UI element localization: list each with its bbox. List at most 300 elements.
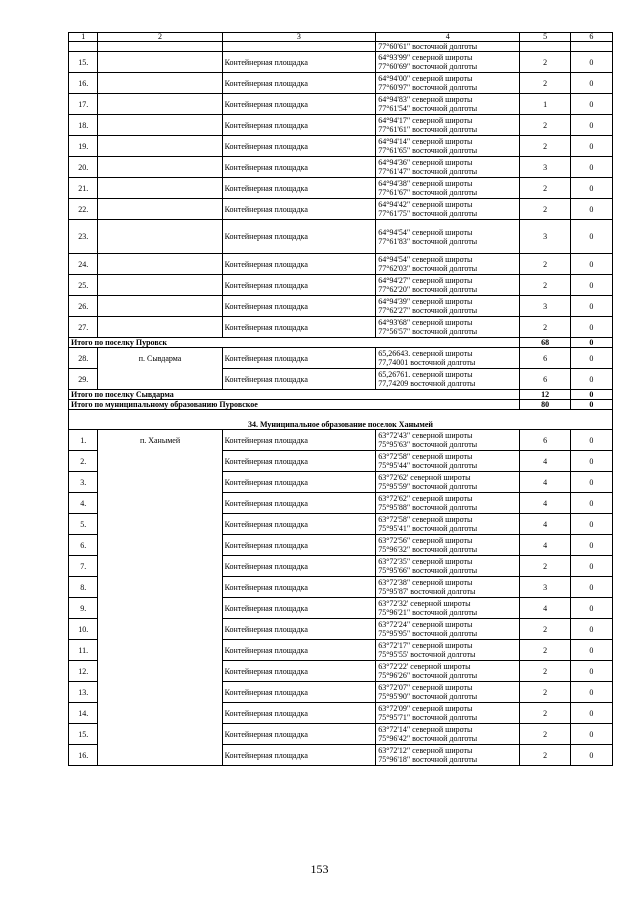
coordinates-cell [376,199,520,220]
latitude-text: 64°94'54" северной широты [378,227,473,237]
section-row [69,410,613,430]
table-row [69,514,613,535]
site-type-cell: Контейнерная площадка [222,199,376,220]
coordinates-cell [376,317,520,338]
locality-cell [98,220,222,254]
extra-count-cell: 0 [570,619,612,640]
table-row [69,275,613,296]
latitude-text: 63°72'09" северной широты [378,704,473,713]
latitude-text: 63°72'38" северной широты [378,578,473,587]
extra-count-cell: 0 [570,178,612,199]
site-type-cell: Контейнерная площадка [222,275,376,296]
site-type-cell: Контейнерная площадка [222,430,376,451]
longitude-text: 77°61'47" восточной долготы [378,167,478,176]
row-number-cell: 21. [69,178,98,199]
coordinates-cell [376,348,520,369]
table-row [69,430,613,451]
locality-cell [98,640,222,661]
container-count-cell: 4 [520,535,571,556]
container-count-cell: 2 [520,317,571,338]
coordinates-cell [376,598,520,619]
locality-cell: п. Сывдарма [98,348,222,369]
table-row [69,598,613,619]
latitude-text: 64°94'38" северной широты [378,179,473,188]
total-count: 68 [520,338,571,348]
coordinates-cell [376,724,520,745]
locality-cell [98,369,222,390]
total-extra: 0 [570,400,612,410]
longitude-text: 77°61'65" восточной долготы [378,146,478,155]
total-row [69,400,613,410]
extra-count-cell: 0 [570,451,612,472]
extra-count-cell: 0 [570,661,612,682]
continuation-row [69,42,613,52]
locality-cell [98,724,222,745]
container-count-cell: 2 [520,745,571,766]
latitude-text: 64°94'14" северной широты [378,137,473,146]
total-label: Итого по поселку Пуровск [69,338,520,348]
container-count-cell: 2 [520,275,571,296]
locality-cell [98,745,222,766]
table-row [69,745,613,766]
longitude-text: 77°62'03" восточной долготы [378,264,478,273]
locality-cell [98,682,222,703]
latitude-text: 64°94'54" северной широты [378,255,473,264]
locality-cell [98,661,222,682]
site-type-cell: Контейнерная площадка [222,348,376,369]
longitude-text: 77,74209 восточной долготы [378,379,476,388]
site-type-cell: Контейнерная площадка [222,157,376,178]
longitude-text: 77°60'97" восточной долготы [378,83,478,92]
extra-count-cell: 0 [570,157,612,178]
coordinates-cell [376,73,520,94]
column-number: 6 [570,33,612,42]
locality-cell [98,136,222,157]
container-count-cell: 2 [520,136,571,157]
longitude-text: 75°95'90" восточной долготы [378,692,478,701]
container-count-cell: 3 [520,296,571,317]
container-count-cell: 4 [520,514,571,535]
coordinates-cell [376,430,520,451]
container-count-cell: 2 [520,73,571,94]
latitude-text: 63°72'14" северной широты [378,725,473,734]
container-count-cell: 2 [520,724,571,745]
latitude-text: 63°72'07" северной широты [378,683,473,692]
site-type-cell: Контейнерная площадка [222,369,376,390]
row-number-cell: 16. [69,73,98,94]
container-count-cell: 2 [520,640,571,661]
locality-cell [98,451,222,472]
longitude-text: 77°60'69" восточной долготы [378,62,478,71]
extra-count-cell: 0 [570,745,612,766]
longitude-text: 75°95'55' восточной долготы [378,650,476,659]
coordinates-cell [376,369,520,390]
container-count-cell: 4 [520,598,571,619]
latitude-text: 63°72'17" северной широты [378,641,473,650]
longitude-text: 77°62'20" восточной долготы [378,285,478,294]
latitude-text: 63°72'58" северной широты [378,452,473,461]
total-count: 12 [520,390,571,400]
coordinates-cell [376,703,520,724]
longitude-text: 75°96'32" восточной долготы [378,545,478,554]
coordinates-cell [376,451,520,472]
table-row [69,157,613,178]
coordinates-cell [376,157,520,178]
site-type-cell [222,42,376,52]
site-type-cell: Контейнерная площадка [222,451,376,472]
coordinates-cell [376,254,520,275]
locality-cell [98,556,222,577]
latitude-text: 63°72'35" северной широты [378,557,473,566]
longitude-text: 75°96'18" восточной долготы [378,755,478,764]
locality-cell [98,703,222,724]
row-number-cell: 19. [69,136,98,157]
site-type-cell: Контейнерная площадка [222,619,376,640]
container-count-cell: 3 [520,220,571,254]
extra-count-cell: 0 [570,640,612,661]
longitude-text: 77°61'54" восточной долготы [378,104,478,113]
longitude-text: 75°96'42" восточной долготы [378,734,478,743]
locality-cell [98,317,222,338]
table-row [69,94,613,115]
longitude-text: 75°95'95" восточной долготы [378,629,478,638]
coordinates-cell [376,745,520,766]
extra-count-cell: 0 [570,472,612,493]
site-type-cell: Контейнерная площадка [222,472,376,493]
coordinates-cell [376,115,520,136]
coordinates-cell [376,94,520,115]
extra-count-cell: 0 [570,493,612,514]
longitude-text: 75°95'59" восточной долготы [378,482,478,491]
site-type-cell: Контейнерная площадка [222,317,376,338]
locality-cell [98,598,222,619]
row-number-cell: 7. [69,556,98,577]
extra-count-cell: 0 [570,577,612,598]
row-number-cell [69,42,98,52]
longitude-text: 77°61'67" восточной долготы [378,188,478,197]
coordinates-cell [376,661,520,682]
table-row [69,703,613,724]
locality-cell: п. Ханымей [98,430,222,451]
locality-cell [98,199,222,220]
row-number-cell: 20. [69,157,98,178]
locality-cell [98,115,222,136]
container-count-cell: 2 [520,682,571,703]
longitude-text: 75°95'88" восточной долготы [378,503,478,512]
site-type-cell: Контейнерная площадка [222,598,376,619]
coordinates-cell [376,472,520,493]
container-count-cell: 4 [520,472,571,493]
latitude-text: 63°72'32' северной широты [378,599,471,608]
coordinates-cell [376,514,520,535]
page-number: 153 [310,862,329,876]
latitude-text: 64°94'36" северной широты [378,158,473,167]
row-number-cell: 13. [69,682,98,703]
coordinates-cell [376,296,520,317]
coordinates-cell [376,535,520,556]
latitude-text: 63°72'24" северной широты [378,620,473,629]
longitude-text: 77°62'27" восточной долготы [378,306,478,315]
site-type-cell: Контейнерная площадка [222,115,376,136]
extra-count-cell: 0 [570,275,612,296]
extra-count-cell: 0 [570,348,612,369]
locality-cell [98,73,222,94]
site-type-cell: Контейнерная площадка [222,296,376,317]
column-number-header [69,33,613,42]
locality-cell [98,472,222,493]
latitude-text: 65,26643. северной широты [378,349,473,358]
row-number-cell: 3. [69,472,98,493]
table-row [69,493,613,514]
row-number-cell: 4. [69,493,98,514]
total-label: Итого по муниципальному образованию Пуровское [69,400,520,410]
locality-cell [98,52,222,73]
total-extra: 0 [570,338,612,348]
table-body [69,33,613,766]
row-number-cell: 22. [69,199,98,220]
site-type-cell: Контейнерная площадка [222,514,376,535]
latitude-text: 65,26761. северной широты [378,370,473,379]
extra-count-cell: 0 [570,703,612,724]
table-row [69,199,613,220]
site-type-cell: Контейнерная площадка [222,577,376,598]
longitude-text: 75°95'41" восточной долготы [378,524,478,533]
extra-count-cell: 0 [570,535,612,556]
column-number: 5 [520,33,571,42]
latitude-text: 63°72'58" северной широты [378,515,473,524]
extra-count-cell: 0 [570,73,612,94]
site-type-cell: Контейнерная площадка [222,94,376,115]
extra-count-cell: 0 [570,682,612,703]
row-number-cell: 14. [69,703,98,724]
latitude-text: 64°94'39" северной широты [378,297,473,306]
site-type-cell: Контейнерная площадка [222,136,376,157]
total-count: 80 [520,400,571,410]
row-number-cell: 9. [69,598,98,619]
container-count-cell [520,42,571,52]
row-number-cell: 16. [69,745,98,766]
table-row [69,220,613,254]
container-count-cell: 4 [520,451,571,472]
site-type-cell: Контейнерная площадка [222,52,376,73]
row-number-cell: 24. [69,254,98,275]
latitude-text: 64°93'68" северной широты [378,318,473,327]
coordinates-cell [376,640,520,661]
extra-count-cell: 0 [570,556,612,577]
site-type-cell: Контейнерная площадка [222,661,376,682]
total-label: Итого по поселку Сывдарма [69,390,520,400]
extra-count-cell: 0 [570,199,612,220]
container-count-cell: 2 [520,52,571,73]
row-number-cell: 27. [69,317,98,338]
table-row [69,254,613,275]
table-row [69,52,613,73]
container-count-cell: 3 [520,577,571,598]
longitude-text: 75°95'87' восточной долготы [378,587,476,596]
table-row [69,619,613,640]
row-number-cell: 5. [69,514,98,535]
extra-count-cell: 0 [570,136,612,157]
table-row [69,451,613,472]
extra-count-cell: 0 [570,220,612,254]
row-number-cell: 28. [69,348,98,369]
extra-count-cell: 0 [570,115,612,136]
latitude-text: 63°72'62' северной широты [378,473,471,482]
table-row [69,178,613,199]
locality-cell [98,157,222,178]
longitude-text: 77°61'61" восточной долготы [378,125,478,134]
locality-cell [98,275,222,296]
site-type-cell: Контейнерная площадка [222,556,376,577]
longitude-text: 75°95'63" восточной долготы [378,440,478,449]
site-type-cell: Контейнерная площадка [222,254,376,275]
container-count-cell: 2 [520,178,571,199]
row-number-cell: 29. [69,369,98,390]
locality-cell [98,178,222,199]
longitude-text: 77,74001 восточной долготы [378,358,476,367]
coordinates-cell [376,52,520,73]
row-number-cell: 12. [69,661,98,682]
container-count-cell: 1 [520,94,571,115]
locality-cell [98,514,222,535]
container-count-cell: 2 [520,254,571,275]
locality-cell [98,296,222,317]
latitude-text: 64°94'00" северной широты [378,74,473,83]
column-number: 2 [98,33,222,42]
row-number-cell: 23. [69,220,98,254]
total-row [69,338,613,348]
extra-count-cell: 0 [570,94,612,115]
container-count-cell: 3 [520,157,571,178]
container-count-cell: 6 [520,348,571,369]
longitude-text: 77°61'75" восточной долготы [378,209,478,218]
table-row [69,472,613,493]
extra-count-cell: 0 [570,317,612,338]
coordinates-cell [376,220,520,254]
longitude-text: 75°95'66" восточной долготы [378,566,478,575]
row-number-cell: 26. [69,296,98,317]
coordinates-cell [376,178,520,199]
row-number-cell: 10. [69,619,98,640]
column-number: 3 [222,33,376,42]
row-number-cell: 25. [69,275,98,296]
table-row [69,369,613,390]
container-count-cell: 4 [520,493,571,514]
coordinates-cell [376,577,520,598]
container-count-cell: 2 [520,199,571,220]
container-count-cell: 2 [520,619,571,640]
site-type-cell: Контейнерная площадка [222,640,376,661]
row-number-cell: 18. [69,115,98,136]
site-type-cell: Контейнерная площадка [222,220,376,254]
longitude-text: 77°61'83" восточной долготы [378,236,478,246]
latitude-text: 63°72'43" северной широты [378,431,473,440]
table-row [69,296,613,317]
latitude-text: 63°72'22' северной широты [378,662,471,671]
row-number-cell: 11. [69,640,98,661]
site-type-cell: Контейнерная площадка [222,724,376,745]
latitude-text: 63°72'56" северной широты [378,536,473,545]
coordinates-cell [376,556,520,577]
longitude-text: 75°95'44" восточной долготы [378,461,478,470]
table-row [69,115,613,136]
table-row [69,640,613,661]
longitude-text: 75°95'71" восточной долготы [378,713,478,722]
latitude-text: 63°72'12" северной широты [378,746,473,755]
container-count-cell: 2 [520,661,571,682]
site-type-cell: Контейнерная площадка [222,682,376,703]
container-count-cell: 6 [520,430,571,451]
latitude-text: 64°94'27" северной широты [378,276,473,285]
row-number-cell: 15. [69,52,98,73]
table-row [69,535,613,556]
locality-cell [98,619,222,640]
site-type-cell: Контейнерная площадка [222,493,376,514]
extra-count-cell: 0 [570,254,612,275]
container-count-cell: 2 [520,115,571,136]
extra-count-cell [570,42,612,52]
coordinates-cell [376,493,520,514]
waste-sites-table [68,32,613,766]
row-number-cell: 17. [69,94,98,115]
longitude-text: 77°56'57" восточной долготы [378,327,478,336]
table-row [69,577,613,598]
section-title: 34. Муниципальное образование поселок Ханымей [69,410,613,430]
container-count-cell: 2 [520,556,571,577]
latitude-text: 64°93'99" северной широты [378,53,473,62]
longitude-text: 75°96'21" восточной долготы [378,608,478,617]
extra-count-cell: 0 [570,52,612,73]
coordinates-cell [376,682,520,703]
table-row [69,682,613,703]
locality-cell [98,42,222,52]
table-row [69,661,613,682]
row-number-cell: 15. [69,724,98,745]
table-row [69,317,613,338]
table-row [69,724,613,745]
total-extra: 0 [570,390,612,400]
latitude-text: 64°94'83" северной широты [378,95,473,104]
extra-count-cell: 0 [570,598,612,619]
table-row [69,73,613,94]
coordinates-cell [376,619,520,640]
row-number-cell: 8. [69,577,98,598]
extra-count-cell: 0 [570,724,612,745]
site-type-cell: Контейнерная площадка [222,745,376,766]
extra-count-cell: 0 [570,369,612,390]
site-type-cell: Контейнерная площадка [222,703,376,724]
extra-count-cell: 0 [570,296,612,317]
coordinates-cell [376,275,520,296]
site-type-cell: Контейнерная площадка [222,178,376,199]
latitude-text: 64°94'42" северной широты [378,200,473,209]
locality-cell [98,254,222,275]
row-number-cell: 2. [69,451,98,472]
extra-count-cell: 0 [570,430,612,451]
table-row [69,348,613,369]
total-row [69,390,613,400]
coordinates-cell: 77°60'61" восточной долготы [376,42,520,52]
extra-count-cell: 0 [570,514,612,535]
latitude-text: 63°72'62" северной широты [378,494,473,503]
locality-cell [98,94,222,115]
row-number-cell: 1. [69,430,98,451]
locality-cell [98,493,222,514]
coordinates-cell [376,136,520,157]
locality-cell [98,535,222,556]
table-row [69,556,613,577]
column-number: 4 [376,33,520,42]
